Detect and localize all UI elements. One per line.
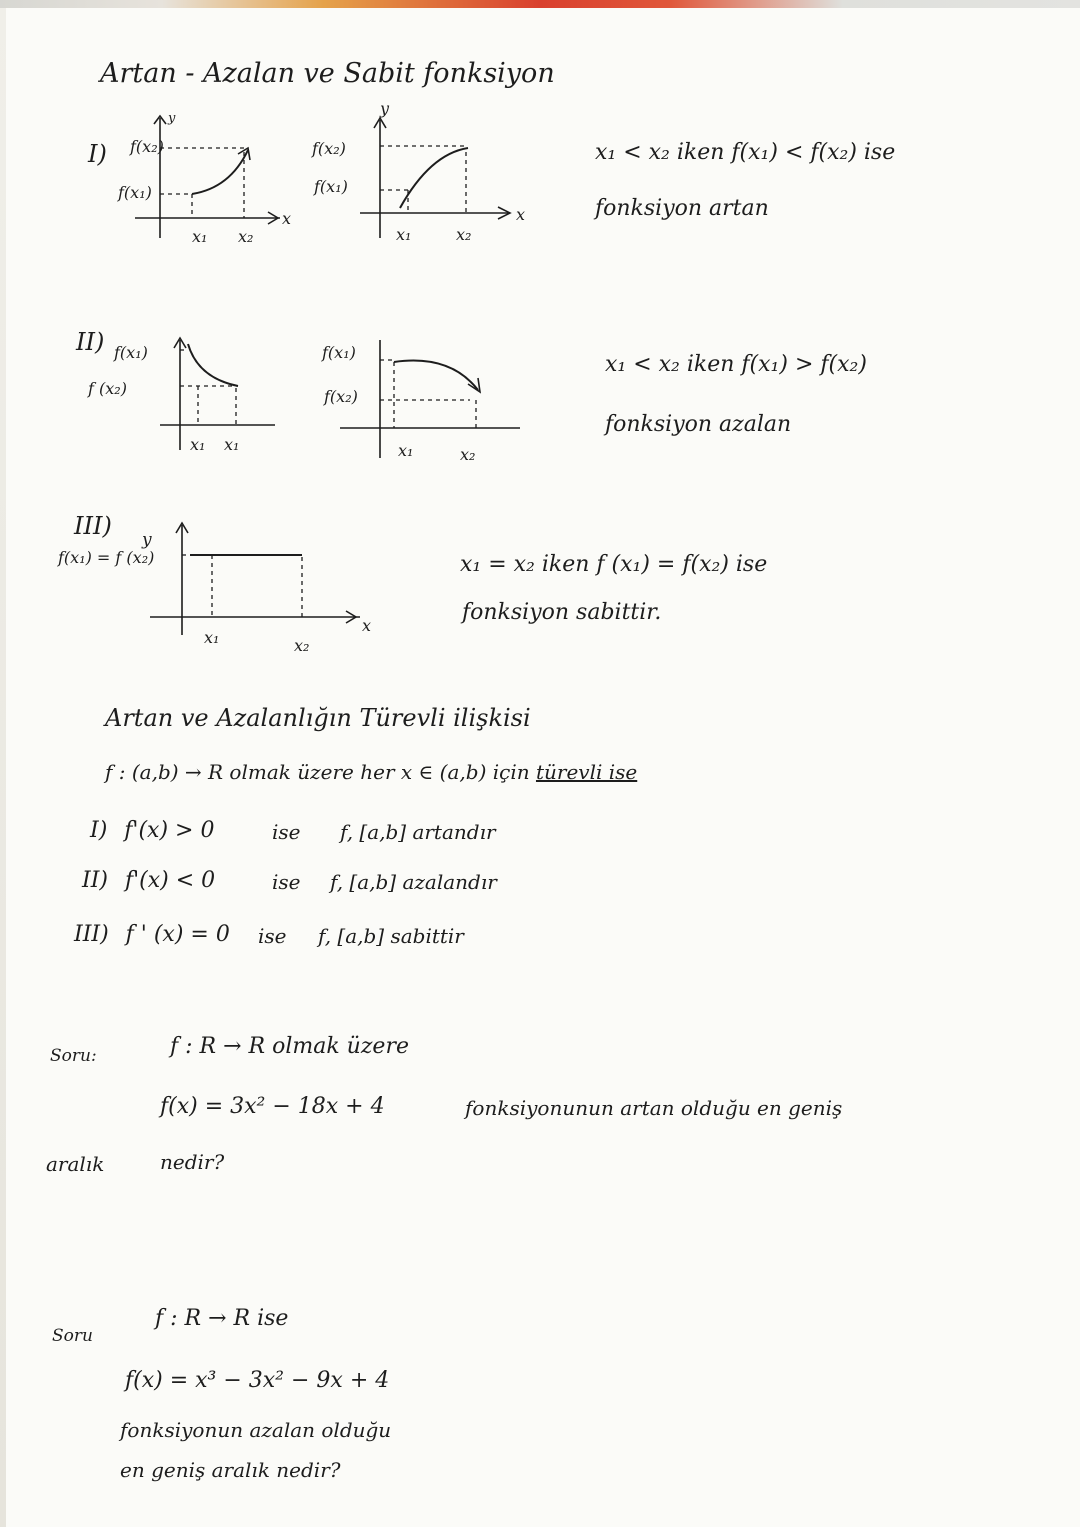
graph-1-y-label-top: f(x₂): [130, 137, 164, 156]
top-border-strip: [0, 0, 1080, 8]
rule-3: [74, 922, 230, 947]
graph-increasing-convex: [120, 108, 300, 258]
question-2-line-3: fonksiyonun azalan olduğu: [120, 1418, 392, 1442]
graph-2-x-label-2: x₂: [456, 225, 472, 244]
graph-2-y-label-top: f(x₂): [312, 139, 346, 158]
increasing-note-line-1: x₁ < x₂ iken f(x₁) < f(x₂) ise: [595, 140, 896, 165]
rule-1: [90, 818, 214, 843]
graph-5-x-label-2: x₂: [294, 636, 310, 655]
section-numeral-2: II): [76, 328, 105, 356]
graph-5-y-label: f(x₁) = f (x₂): [58, 548, 155, 567]
rule-2-expr: f'(x) < 0: [124, 868, 216, 893]
question-2-line-1: f : R → R ise: [155, 1306, 289, 1331]
graph-decreasing-convex: [80, 330, 280, 460]
rule-1-result: f, [a,b] artandır: [340, 820, 496, 844]
question-1-label: Soru:: [50, 1046, 97, 1066]
derivative-condition: [105, 760, 637, 784]
graph-1-y-axis-label: y: [168, 111, 176, 126]
graph-3-y-label-top: f(x₁): [114, 343, 148, 362]
rule-3-result: f, [a,b] sabittir: [318, 924, 464, 948]
rule-3-expr: f ' (x) = 0: [125, 922, 230, 947]
question-1-aralik: aralık: [46, 1152, 105, 1176]
increasing-note-line-2: fonksiyon artan: [595, 196, 769, 221]
rule-3-ise: ise: [258, 924, 287, 948]
rule-1-ise: ise: [272, 820, 301, 844]
graph-2-x-label-1: x₁: [396, 225, 412, 244]
question-1-function: f(x) = 3x² − 18x + 4: [160, 1094, 385, 1119]
rule-3-numeral: III): [74, 922, 109, 947]
derivative-heading: Artan ve Azalanlığın Türevli ilişkisi: [105, 704, 531, 732]
constant-note-line-1: x₁ = x₂ iken f (x₁) = f(x₂) ise: [460, 552, 768, 577]
question-2-function: f(x) = x³ − 3x² − 9x + 4: [125, 1368, 390, 1393]
decreasing-note-line-2: fonksiyon azalan: [605, 412, 792, 437]
graph-4-x-label-2: x₂: [460, 445, 476, 464]
graph-5-y-axis-label: y: [142, 530, 152, 550]
rule-2-ise: ise: [272, 870, 301, 894]
graph-1-x-label-2: x₂: [238, 227, 254, 246]
graph-1-x-label-1: x₁: [192, 227, 208, 246]
graph-1-y-label-bottom: f(x₁): [118, 183, 152, 202]
graph-3-x-label-1: x₁: [190, 435, 206, 454]
decreasing-note-line-1: x₁ < x₂ iken f(x₁) > f(x₂): [605, 352, 867, 377]
rule-2: [82, 868, 215, 893]
page-title: Artan - Azalan ve Sabit fonksiyon: [100, 58, 555, 89]
graph-3-x-label-2: x₁: [224, 435, 240, 454]
derivative-condition-prefix: f : (a,b) → R olmak üzere her x ∈ (a,b) için: [105, 760, 530, 784]
graph-2-y-label-bottom: f(x₁): [314, 177, 348, 196]
graph-constant: [50, 505, 390, 665]
graph-2-y-axis-label: y: [380, 99, 390, 118]
rule-1-expr: f'(x) > 0: [124, 818, 215, 843]
rule-1-numeral: I): [90, 818, 108, 843]
question-1-nedir: nedir?: [160, 1150, 225, 1174]
graph-3-y-label-bottom: f (x₂): [88, 379, 127, 398]
question-1-text: fonksiyonunun artan olduğu en geniş: [465, 1096, 843, 1120]
question-2-line-4: en geniş aralık nedir?: [120, 1458, 341, 1482]
rule-2-result: f, [a,b] azalandır: [330, 870, 497, 894]
graph-5-x-axis-label: x: [362, 616, 372, 635]
constant-note-line-2: fonksiyon sabittir.: [462, 600, 662, 625]
left-page-edge: [0, 8, 6, 1527]
question-1-line-1: f : R → R olmak üzere: [170, 1034, 409, 1059]
section-numeral-3: III): [74, 512, 112, 540]
graph-4-y-label-top: f(x₁): [322, 343, 356, 362]
graph-decreasing-concave: [310, 330, 530, 470]
graph-5-x-label-1: x₁: [204, 628, 220, 647]
graph-increasing-concave: [300, 98, 550, 248]
section-numeral-1: I): [88, 140, 107, 168]
graph-2-x-axis-label: x: [516, 205, 526, 224]
rule-2-numeral: II): [82, 868, 108, 893]
derivative-condition-underlined: türevli ise: [535, 760, 638, 784]
graph-4-y-label-bottom: f(x₂): [324, 387, 358, 406]
graph-4-x-label-1: x₁: [398, 441, 414, 460]
question-2-label: Soru: [52, 1326, 93, 1346]
graph-1-x-axis-label: x: [282, 209, 292, 228]
